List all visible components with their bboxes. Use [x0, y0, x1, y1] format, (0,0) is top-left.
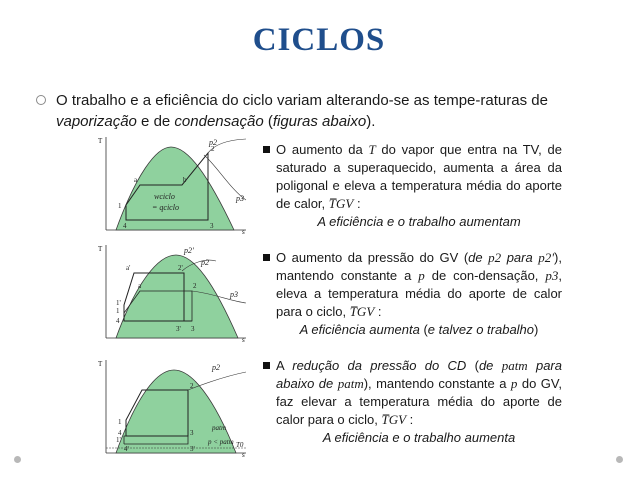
b2-t5: :	[374, 304, 382, 319]
ts-diagram-2-svg	[96, 243, 248, 343]
b1-conclusion: A eficiência e o trabalho aumentam	[317, 214, 521, 229]
intro-text-before: O trabalho e a eficiência do ciclo variam alterando-se as tempe-raturas de	[56, 92, 548, 109]
intro-text-mid: e de	[136, 113, 175, 130]
fig1-p3: p3	[236, 194, 244, 203]
b2-sym-p2: p2	[488, 250, 502, 265]
fig2-n2-prime: 2'	[178, 264, 183, 272]
b2-t1: O aumento da pressão do GV (	[276, 250, 469, 265]
fig3-n4: 4	[118, 429, 122, 437]
b2-conclusion-d: )	[534, 322, 539, 337]
b3-t3: ), mantendo constante a	[363, 376, 511, 391]
intro-vaporizacao: vaporização	[56, 113, 137, 130]
fig2-p2a: p2'	[184, 246, 194, 255]
fig1-axis-T: T	[98, 137, 103, 145]
fig2-n1: 1	[116, 307, 120, 315]
square-bullet-icon	[263, 362, 270, 369]
fig3-p2: p2	[212, 363, 220, 372]
fig2-axis-T: T	[98, 245, 103, 253]
bullet-pressure	[276, 249, 562, 339]
b3-de: de	[478, 358, 502, 373]
b2-t4: , eleva a temperatura média do aporte de calor para o ciclo,	[276, 268, 562, 319]
ts-diagram-1-svg	[96, 135, 248, 235]
fig2-a-prime: a'	[126, 264, 131, 272]
b3-sym-p: p	[510, 376, 518, 391]
intro-condensacao: condensação	[174, 113, 264, 130]
b2-conclusion-a: A eficiência aumenta	[299, 322, 420, 337]
fig2-n1-prime: 1'	[116, 299, 121, 307]
fig2-n3-prime: 3'	[176, 325, 181, 333]
b2-t2: ), mantendo constante a	[276, 250, 562, 283]
fig3-n3: 3	[190, 429, 194, 437]
b1-t1: O aumento da	[276, 142, 369, 157]
b2-t3: de con-densação,	[424, 268, 546, 283]
fig1-eq: = qciclo	[152, 203, 179, 212]
fig1-n2: 2	[211, 145, 215, 153]
b2-sym-p: p	[418, 268, 425, 283]
fig2-n3: 3	[191, 325, 195, 333]
intro-text-open: (	[263, 113, 273, 130]
b1-sym-T: T	[368, 142, 376, 157]
intro-text-close: ).	[366, 113, 376, 130]
fig3-p0: p < patm	[208, 438, 234, 446]
b3-reducao: redução da pressão do CD	[292, 358, 467, 373]
fig2-p3: p3	[230, 290, 238, 299]
fig1-p2: p2	[209, 138, 217, 147]
b1-sym-TGV: T̅GV	[328, 196, 354, 211]
fig1-n4: 4	[123, 222, 127, 230]
ts-diagram-3-svg	[96, 358, 248, 458]
square-bullet-icon	[263, 146, 270, 153]
fig1-n3: 3	[210, 222, 214, 230]
intro-figuras: figuras abaixo	[272, 113, 367, 130]
b3-para: para abaixo de	[276, 358, 562, 391]
fig1-b: b	[183, 176, 187, 184]
b3-t1: A	[276, 358, 293, 373]
fig3-n1-prime: 1'	[116, 436, 121, 444]
b2-de: de	[468, 250, 483, 265]
fig1-axis-s: s	[242, 228, 245, 235]
ts-diagram-condenser	[96, 358, 248, 458]
fig1-w: wciclo	[154, 192, 175, 201]
ts-diagram-pressure	[96, 243, 248, 343]
b3-t4: do GV, faz elevar a temperatura média do aporte de calor para o ciclo,	[276, 376, 563, 427]
fig3-n3-prime: 3'	[190, 445, 195, 453]
fig3-axis-T: T	[98, 360, 103, 368]
b3-sym-patm2: patm	[337, 376, 364, 391]
decorative-dot	[616, 456, 623, 463]
bullet-temperature	[276, 141, 562, 231]
b2-conclusion-b: (	[419, 322, 428, 337]
fig3-n2: 2	[190, 382, 194, 390]
fig2-axis-s: s	[242, 336, 245, 343]
fig2-p2: p2	[201, 258, 209, 267]
ts-diagram-superheat	[96, 135, 248, 235]
b2-para: para	[501, 250, 539, 265]
fig1-n1: 1	[118, 202, 122, 210]
fig3-n4-prime: 4'	[124, 445, 129, 453]
fig1-a: a	[134, 176, 138, 184]
fig3-patm: patm	[212, 424, 226, 432]
slide-title: CICLOS	[252, 22, 386, 58]
b3-t5: :	[406, 412, 414, 427]
circle-bullet-icon	[36, 95, 46, 105]
fig2-n2: 2	[193, 282, 197, 290]
fig3-n1: 1	[118, 418, 122, 426]
fig2-a: a	[138, 282, 142, 290]
b2-sym-p2p: p2'	[538, 250, 555, 265]
square-bullet-icon	[263, 254, 270, 261]
b3-sym-TGV: T̅GV	[381, 412, 407, 427]
intro-paragraph	[56, 90, 616, 132]
decorative-dot	[14, 456, 21, 463]
b1-t3: :	[353, 196, 361, 211]
fig3-axis-s: s	[242, 451, 245, 458]
b3-t2: (	[466, 358, 479, 373]
fig3-T0: T0	[236, 441, 244, 449]
b2-sym-p3: p3	[545, 268, 559, 283]
b2-sym-TGV: T̅GV	[349, 304, 375, 319]
bullet-condenser	[276, 357, 562, 447]
b3-conclusion: A eficiência e o trabalho aumenta	[322, 430, 516, 445]
b1-t2: do vapor que entra na TV, de saturado a superaquecido, aumenta a área da poligonal e eleva a temperatura média do aporte de calor,	[276, 142, 562, 211]
b3-sym-patm: patm	[501, 358, 528, 373]
b2-conclusion-c: e talvez o trabalho	[427, 322, 535, 337]
b2-conclusion	[276, 321, 562, 339]
fig2-n4: 4	[116, 317, 120, 325]
